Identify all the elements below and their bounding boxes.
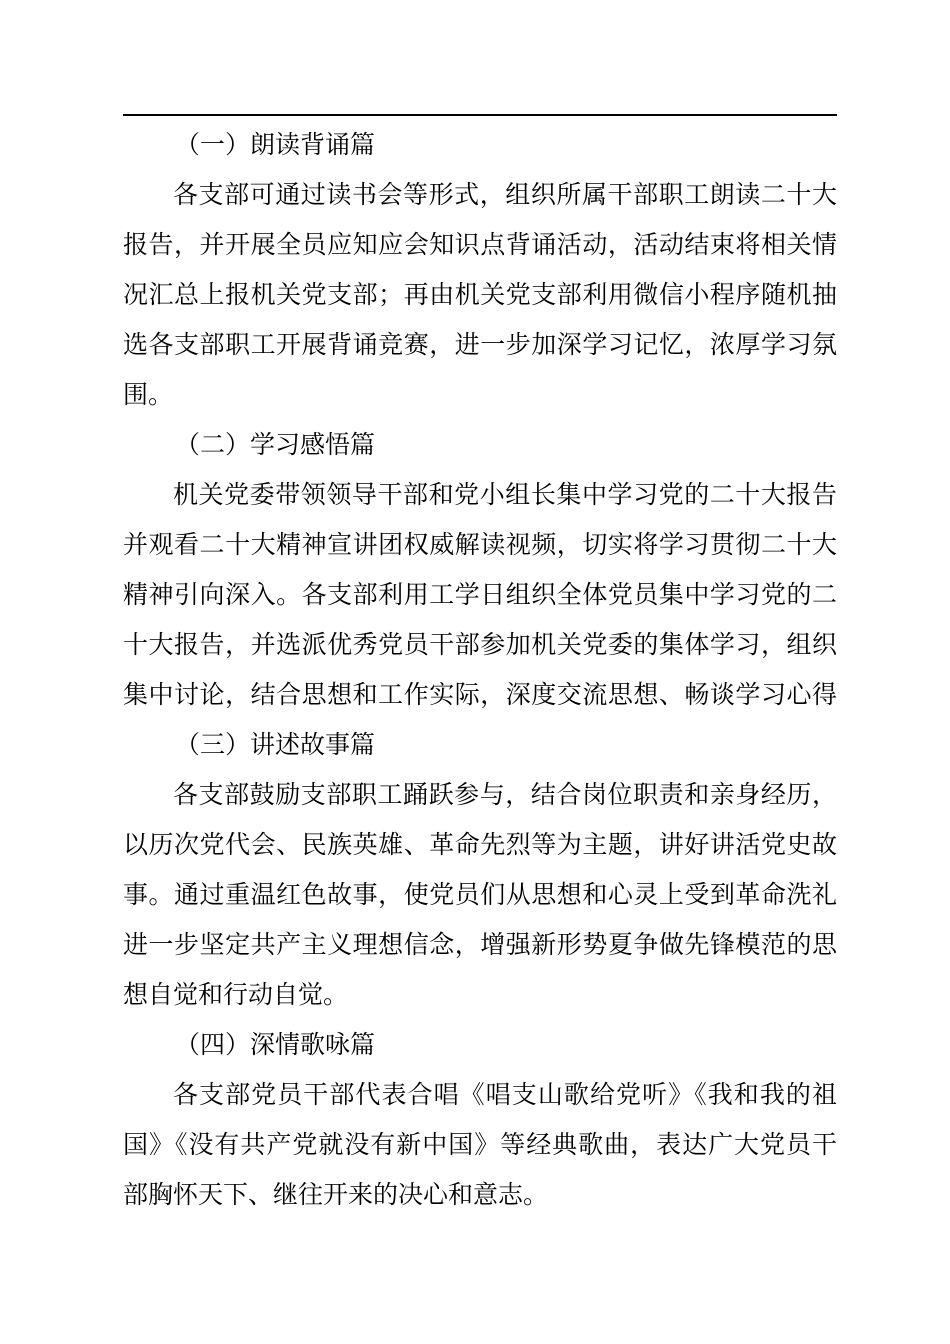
section-paragraph: [123, 170, 837, 420]
paragraph-line: 精神引向深入。各支部利用工学日组织全体党员集中学习党的二: [123, 580, 837, 609]
paragraph-line: 各支部鼓励支部职工踊跃参与，结合岗位职责和亲身经历，: [173, 780, 837, 809]
paragraph-line: 报告，并开展全员应知应会知识点背诵活动，活动结束将相关情: [123, 230, 837, 259]
paragraph-line: 并观看二十大精神宣讲团权威解读视频，切实将学习贯彻二十大: [123, 530, 837, 559]
paragraph-line: 国》《没有共产党就没有新中国》等经典歌曲，表达广大党员干: [123, 1130, 837, 1159]
paragraph-line: 选各支部职工开展背诵竞赛，进一步加深学习记忆，浓厚学习氛: [123, 330, 837, 359]
section-heading: （一）朗读背诵篇: [175, 130, 376, 159]
paragraph-line: 况汇总上报机关党支部；再由机关党支部利用微信小程序随机抽: [123, 280, 837, 309]
section-heading: （二）学习感悟篇: [175, 430, 376, 459]
section-heading: （三）讲述故事篇: [175, 730, 376, 759]
paragraph-line: 围。: [123, 380, 174, 409]
section-heading: （四）深情歌咏篇: [175, 1030, 376, 1059]
paragraph-line: 事。通过重温红色故事，使党员们从思想和心灵上受到革命洗礼: [123, 880, 837, 909]
paragraph-line: 机关党委带领领导干部和党小组长集中学习党的二十大报告: [173, 480, 837, 509]
paragraph-line: 各支部可通过读书会等形式，组织所属干部职工朗读二十大: [173, 180, 837, 209]
paragraph-line: 集中讨论，结合思想和工作实际，深度交流思想、畅谈学习心得: [123, 680, 837, 709]
paragraph-line: 十大报告，并选派优秀党员干部参加机关党委的集体学习，组织: [123, 630, 837, 659]
paragraph-line: 进一步坚定共产主义理想信念，增强新形势夏争做先锋模范的思: [123, 930, 837, 959]
section-paragraph: [123, 1070, 837, 1220]
section-paragraph: [123, 770, 837, 1020]
document-body: [123, 120, 837, 1220]
paragraph-line: 部胸怀天下、继往开来的决心和意志。: [123, 1180, 549, 1209]
paragraph-line: 各支部党员干部代表合唱《唱支山歌给党听》《我和我的祖: [173, 1080, 837, 1109]
section-paragraph: [123, 470, 837, 720]
header-rule: [123, 114, 837, 116]
paragraph-line: 想自觉和行动自觉。: [123, 980, 349, 1009]
paragraph-line: 以历次党代会、民族英雄、革命先烈等为主题，讲好讲活党史故: [123, 830, 837, 859]
